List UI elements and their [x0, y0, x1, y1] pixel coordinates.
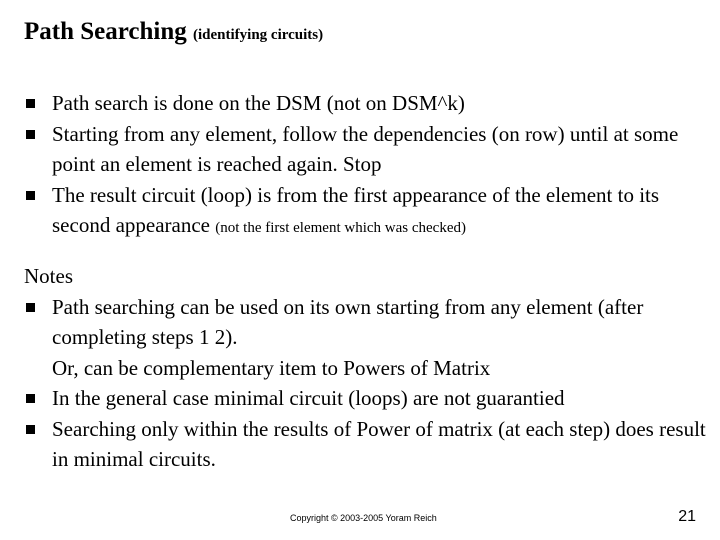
- square-bullet-icon: [26, 191, 35, 200]
- main-bullet-list: [24, 88, 704, 244]
- copyright-footer: Copyright © 2003-2005 Yoram Reich: [290, 513, 437, 523]
- notes-section: [24, 261, 714, 475]
- page-number: 21: [678, 508, 696, 525]
- notes-item-text: Path searching can be used on its own starting from any element (after completing steps 1 2).: [52, 294, 644, 349]
- notes-heading: Notes: [24, 264, 73, 288]
- bullet-item: [24, 119, 704, 180]
- notes-item-text-continuation: Or, can be complementary item to Powers of Matrix: [52, 355, 491, 380]
- bullet-small-note: (not the first element which was checked): [215, 220, 466, 236]
- bullet-item: [24, 88, 704, 119]
- notes-item: [24, 383, 714, 414]
- square-bullet-icon: [26, 303, 35, 312]
- notes-item-text: Searching only within the results of Power of matrix (at each step) does result in minimal circuits.: [52, 416, 706, 471]
- notes-item-text: In the general case minimal circuit (loops) are not guarantied: [52, 386, 565, 410]
- bullet-text: The result circuit (loop) is from the first appearance of the element to its second appearance: [52, 182, 660, 237]
- bullet-text: Path search is done on the DSM (not on DSM^k): [52, 91, 465, 115]
- slide-title-main: Path Searching: [24, 18, 187, 45]
- slide-title-sub: (identifying circuits): [193, 27, 324, 43]
- slide-title: [24, 18, 323, 46]
- square-bullet-icon: [26, 99, 35, 108]
- square-bullet-icon: [26, 394, 35, 403]
- bullet-item: [24, 180, 704, 244]
- notes-item: [24, 414, 714, 475]
- square-bullet-icon: [26, 130, 35, 139]
- notes-item: [24, 292, 714, 384]
- square-bullet-icon: [26, 425, 35, 434]
- bullet-text: Starting from any element, follow the dependencies (on row) until at some point an element is reached again. Stop: [52, 121, 679, 176]
